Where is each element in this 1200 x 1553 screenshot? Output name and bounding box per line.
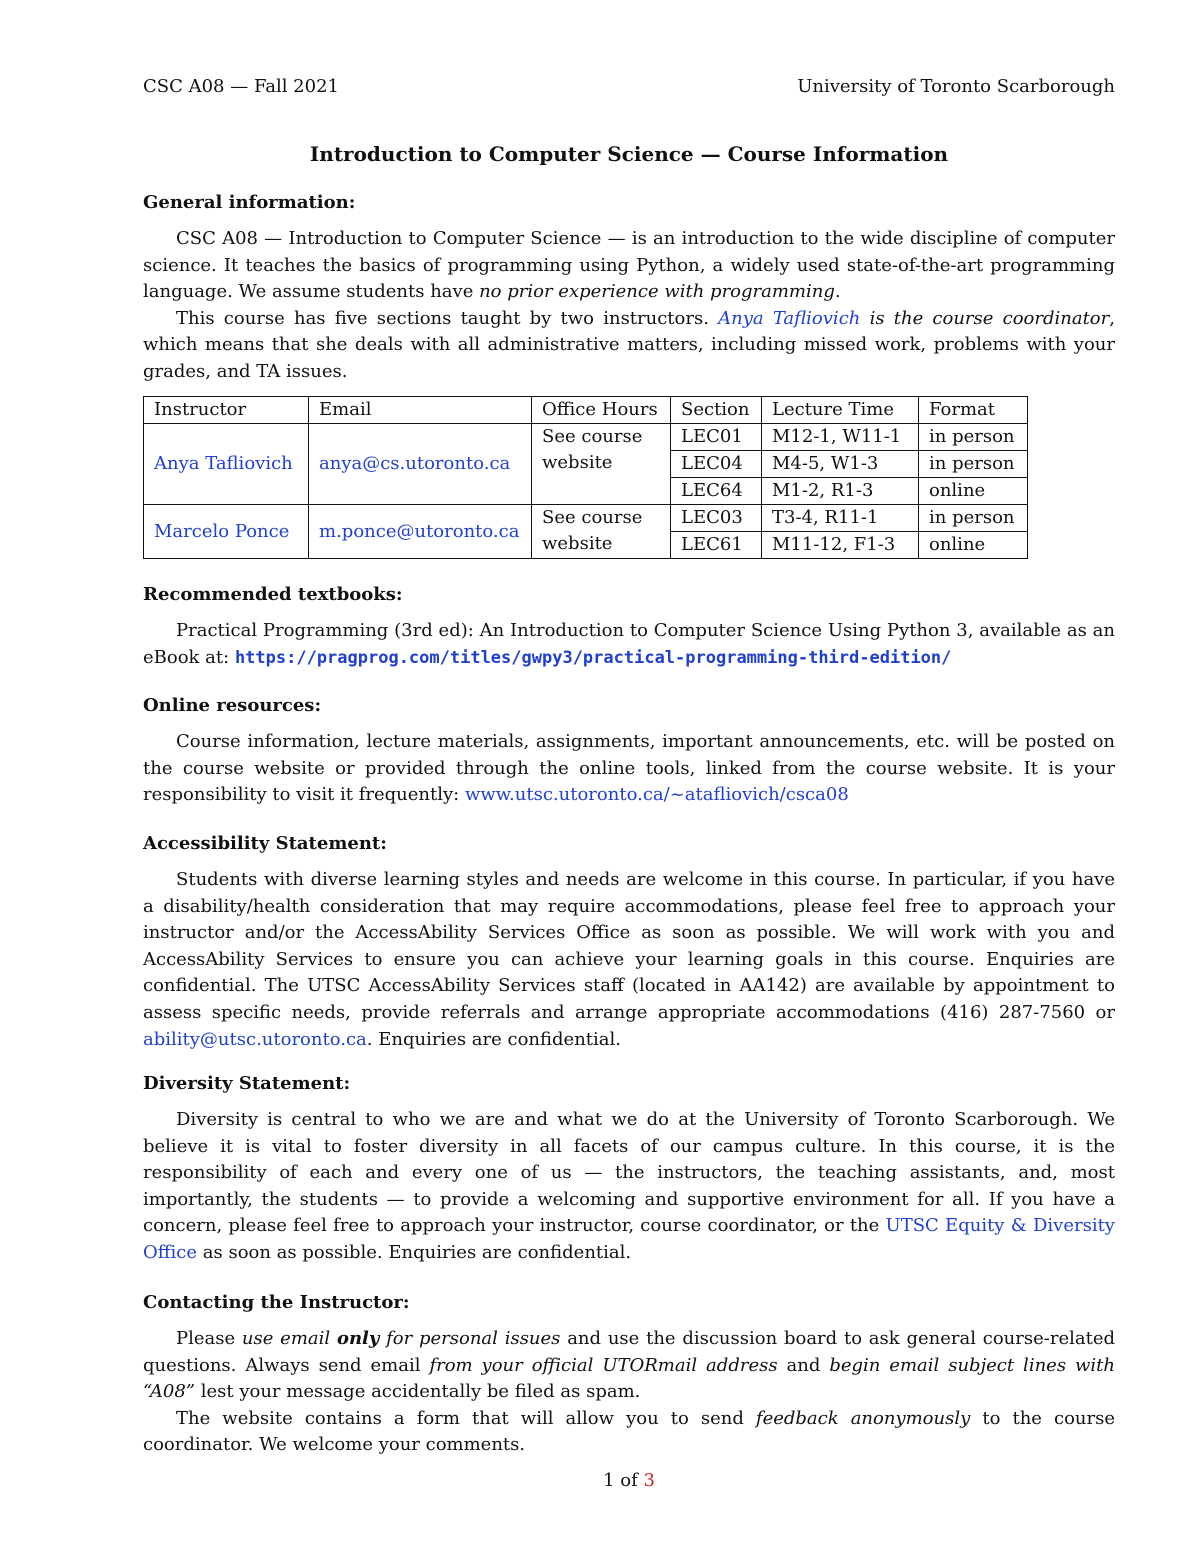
- diversity-heading: Diversity Statement:: [143, 1073, 351, 1094]
- diversity-section: [143, 1071, 1115, 1267]
- section-cell: LEC01: [671, 424, 762, 451]
- format-cell: in person: [919, 451, 1028, 478]
- coordinator-link[interactable]: Anya Tafliovich: [718, 307, 861, 329]
- header-cell: Lecture Time: [762, 397, 919, 424]
- ability-email-link[interactable]: ability@utsc.utoronto.ca: [143, 1028, 367, 1050]
- page-number: 1 of 3: [603, 1470, 655, 1491]
- header-cell: Email: [309, 397, 532, 424]
- total-pages-link[interactable]: 3: [643, 1470, 655, 1491]
- time-cell: M12-1, W11-1: [762, 424, 919, 451]
- header-cell: Section: [671, 397, 762, 424]
- header-cell: Instructor: [144, 397, 309, 424]
- contact-heading: Contacting the Instructor:: [143, 1292, 410, 1313]
- course-website-link[interactable]: www.utsc.utoronto.ca/~atafliovich/csca08: [464, 784, 849, 806]
- accessibility-section: [143, 831, 1115, 1053]
- format-cell: in person: [919, 424, 1028, 451]
- time-cell: M11-12, F1-3: [762, 532, 919, 559]
- format-cell: online: [919, 478, 1028, 505]
- format-cell: in person: [919, 505, 1028, 532]
- instructor-email-link[interactable]: m.ponce@utoronto.ca: [309, 505, 532, 559]
- office-hours-cell: See course website: [532, 424, 671, 505]
- instructor-email-link[interactable]: anya@cs.utoronto.ca: [309, 424, 532, 505]
- header-cell: Format: [919, 397, 1028, 424]
- table-row: [144, 505, 1028, 532]
- table-row: [144, 424, 1028, 451]
- table-header-row: [144, 397, 1028, 424]
- accessibility-paragraph: Students with diverse learning styles and needs are welcome in this course. In particular, if you have a disability/health consideration that may require accommodations, please feel free to approach your instructor and/or the AccessAbility Services Office as soon as possible. We will work with you and AccessAbility Services to ensure you can achieve your learning goals in this course. Enquiries are confidential. The UTSC AccessAbility Services staff (located in AA142) are available by appointment to assess specific needs, provide referrals and arrange appropriate accommodations (416) 287-7560 or ability@utsc.utoronto.ca. Enquiries are confidential.: [143, 869, 1115, 1050]
- general-heading: General information:: [143, 192, 356, 213]
- time-cell: M1-2, R1-3: [762, 478, 919, 505]
- section-cell: LEC61: [671, 532, 762, 559]
- general-paragraph-2: This course has five sections taught by two instructors. Anya Tafliovich is the course coordinator, which means that she deals with all administrative matters, including missed work, problems with your grades, and TA issues.: [143, 307, 1115, 382]
- textbooks-paragraph: Practical Programming (3rd ed): An Introduction to Computer Science Using Python 3, available as an eBook at: https://pragprog.com/titles/gwpy3/practical-programming-third-edition/: [143, 620, 1115, 668]
- time-cell: M4-5, W1-3: [762, 451, 919, 478]
- office-hours-cell: See course website: [532, 505, 671, 559]
- contact-section: [143, 1290, 1115, 1459]
- diversity-paragraph: Diversity is central to who we are and what we do at the University of Toronto Scarborough. We believe it is vital to foster diversity in all facets of our campus culture. In this course, it is the responsibility of each and every one of us — the instructors, the teaching assistants, and, most importantly, the students — to provide a welcoming and supportive environment for all. If you have a concern, please feel free to approach your instructor, course coordinator, or the UTSC Equity & Diversity Office as soon as possible. Enquiries are confidential.: [143, 1109, 1115, 1263]
- instructor-table: [143, 396, 1028, 559]
- online-heading: Online resources:: [143, 695, 322, 716]
- general-paragraph-1: CSC A08 — Introduction to Computer Science — is an introduction to the wide discipline of computer science. It teaches the basics of programming using Python, a widely used state-of-the-art programming language. We assume students have no prior experience with programming.: [143, 228, 1115, 303]
- contact-paragraph-2: The website contains a form that will allow you to send feedback anonymously to the course coordinator. We welcome your comments.: [143, 1407, 1115, 1456]
- online-paragraph: Course information, lecture materials, assignments, important announcements, etc. will be posted on the course website or provided through the online tools, linked from the course website. It is your responsibility to visit it frequently: www.utsc.utoronto.ca/~atafliovich/csca08: [143, 731, 1115, 806]
- accessibility-heading: Accessibility Statement:: [143, 833, 387, 854]
- instructor-name-link[interactable]: Anya Tafliovich: [144, 424, 309, 505]
- page-title: Introduction to Computer Science — Course Information: [309, 142, 949, 166]
- section-cell: LEC03: [671, 505, 762, 532]
- textbooks-section: [143, 582, 1115, 671]
- section-cell: LEC04: [671, 451, 762, 478]
- format-cell: online: [919, 532, 1028, 559]
- general-section: [143, 190, 1115, 386]
- textbooks-heading: Recommended textbooks:: [143, 584, 403, 605]
- university-label: University of Toronto Scarborough: [797, 76, 1115, 97]
- header-cell: Office Hours: [532, 397, 671, 424]
- textbook-url-link[interactable]: https://pragprog.com/titles/gwpy3/practical-programming-third-edition/: [234, 647, 952, 668]
- instructor-name-link[interactable]: Marcelo Ponce: [144, 505, 309, 559]
- online-section: [143, 693, 1115, 809]
- course-label: CSC A08 — Fall 2021: [143, 76, 339, 97]
- time-cell: T3-4, R11-1: [762, 505, 919, 532]
- section-cell: LEC64: [671, 478, 762, 505]
- contact-paragraph-1: Please use email only for personal issues and use the discussion board to ask general course-related questions. Always send email from your official UTORmail address and begin email subject lines with “A08” lest your message accidentally be filed as spam.: [143, 1328, 1115, 1403]
- equity-office-link[interactable]: UTSC Equity & Diversity Office: [143, 1215, 1115, 1263]
